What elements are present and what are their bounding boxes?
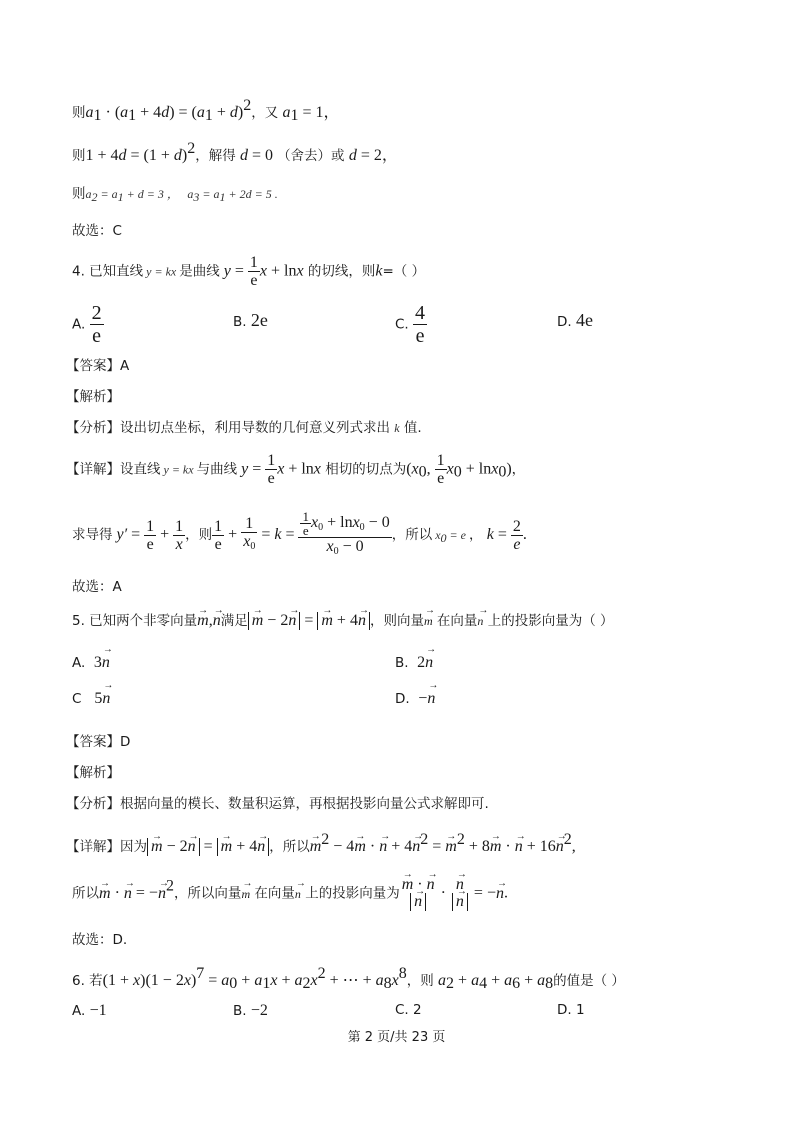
answer-label: 【答案】A <box>66 358 130 374</box>
text: 满足 <box>220 613 248 629</box>
text: 的切线，则 <box>307 263 376 280</box>
option-label: A. <box>72 316 86 333</box>
eq-sign: = <box>178 104 192 121</box>
text: 【详解】设直线 <box>66 461 161 478</box>
option-value: 4e <box>575 310 593 330</box>
option-d: D. −→ n <box>395 690 435 708</box>
text: ， <box>511 461 526 478</box>
text: 【详解】因为 <box>66 839 147 855</box>
text: 6. 若 <box>72 973 103 989</box>
option-b <box>233 1002 268 1020</box>
answer-label: 【答案】D <box>66 734 131 750</box>
option-c: C 5→ n <box>72 690 110 708</box>
page-footer: 第 2 页/共 23 页 <box>347 1030 446 1045</box>
option-label: D. <box>557 314 572 330</box>
text: = 2， <box>356 147 398 164</box>
option-b <box>233 310 268 331</box>
text: 是曲线 <box>179 263 220 280</box>
text: ，所以 <box>269 839 310 855</box>
text: ， <box>468 527 483 543</box>
text: 在向量 <box>254 885 295 902</box>
text: = 5 . <box>251 187 278 201</box>
detail-line-2: 所以→ m · → n = −→ $n^2$，所以向量→ m 在向量→ n 上的投影向量为 → m · → n → n · → n → n = −→ n. <box>72 876 508 911</box>
text: ，则 <box>185 527 213 543</box>
option-value: −2 <box>250 1002 268 1019</box>
option-label: A. <box>72 1003 86 1019</box>
text: 5. 已知两个非零向量 <box>72 613 198 629</box>
text: 【分析】设出切点坐标，利用导数的几何意义列式求出 <box>66 420 390 436</box>
option-value: 2e <box>250 310 268 330</box>
analysis-summary: 【分析】设出切点坐标，利用导数的几何意义列式求出 k 值. <box>66 420 422 436</box>
text: 上的投影向量为（ ） <box>487 613 614 629</box>
text: 则 <box>72 186 86 202</box>
option-label: B. <box>233 314 247 330</box>
question-4-stem: 4. 已知直线 y = kx 是曲线 y = $\frac{1}{e}$ x + lnx 的切线，则k=（ ） <box>72 254 426 289</box>
text: 则 <box>72 148 86 164</box>
option-c: C. $\frac{4}{e}$ <box>395 302 426 347</box>
text: （舍去）或 <box>277 148 345 164</box>
choose-a: 故选：A <box>72 579 122 595</box>
text: 则 <box>72 105 86 121</box>
text: 相切的切点为 <box>325 461 407 478</box>
option-value: −1 <box>89 1002 107 1019</box>
text: ，则 <box>406 973 434 989</box>
option-label: B. <box>395 655 409 671</box>
choose-d: 故选：D. <box>72 932 128 948</box>
text: ，解得 <box>195 148 236 164</box>
text: ，则向量 <box>369 613 424 629</box>
detail-line-2: 求导得 y′ = $\frac{1}{e}$ + $\frac{1}{x}$ ，则 $\frac{1}{e}$ + $\frac{1}{x_0}$ = k = $\frac{1}{e}$ $x_0 + \ln x_0 - 0$ $x_0 - 0$ ，所以 $x_0 = e$ ， k = $\frac{2}{e}$ . <box>72 510 527 560</box>
option-a: A. 3→ n <box>72 654 110 672</box>
question-5-stem: 5. 已知两个非零向量→ m,→ n满足→ m − 2→ n = → m + 4→ n ，则向量→ m 在向量→ n 上的投影向量为（ ） <box>72 611 614 631</box>
text: = 3 ， <box>143 187 179 201</box>
text: ，所以 <box>391 527 433 543</box>
option-label: C <box>72 691 82 707</box>
text: 在向量 <box>436 613 478 629</box>
text: 所以 <box>72 885 99 902</box>
text: 上的投影向量为 <box>305 885 400 902</box>
text: 值. <box>403 420 422 436</box>
text: ，所以向量 <box>173 885 242 902</box>
option-label: A. <box>72 655 86 671</box>
text: 求导得 <box>72 527 113 543</box>
text: 的值是（ ） <box>553 973 625 989</box>
question-6-stem: 6. 若$(1 + x)(1 - 2x)^7 = a_0 + a_1x + a_2x^2$ + ⋯ + $a_8x^8$，则 $a_2 + a_4 + a_6 + a_8$的值是（ ） <box>72 965 625 992</box>
detail-line-1: 【详解】因为→ m − 2→ n = → m + 4→ n ，所以→ $m^2 - 4\to m$ · → $n + 4\to n^2$ = → $m^2 + 8\to m$ · → $n + 16\to n^2$, <box>66 830 576 857</box>
solution-line-2: 则$1 + 4d = (1 + d)^2$，解得 d = 0 （舍去）或 d = 2， <box>72 140 398 164</box>
text: = 0 <box>248 147 278 164</box>
analysis-label: 【解析】 <box>66 389 120 405</box>
option-b: B. 2→ n <box>395 654 433 672</box>
analysis-summary: 【分析】根据向量的模长、数量积运算，再根据投影向量公式求解即可. <box>66 796 489 812</box>
text: = 1， <box>298 104 340 121</box>
text: =（ ） <box>382 263 426 280</box>
option-label: C. <box>395 316 409 333</box>
option-d: D. 1 <box>557 1002 585 1018</box>
solution-line-3: 则$a_2 = a_1 + d = 3$ ， $a_3 = a_1 + 2d = 5$ . <box>72 186 278 204</box>
text: ，又 <box>251 105 279 121</box>
option-a <box>72 1002 107 1020</box>
option-label: B. <box>233 1003 247 1019</box>
detail-line-1: 【详解】设直线 y = kx 与曲线 y = $\frac{1}{e}$ x + lnx 相切的切点为($x_0$, $\frac{1}{e}$ $x_0 + \ln x_0$)， <box>66 452 526 487</box>
option-d <box>557 310 593 331</box>
option-c: C. 2 <box>395 1002 422 1018</box>
solution-line-1: 则$a_1 \cdot (a_1 + 4d) = (a_1 + d)^2$，又 $a_1 = 1$， <box>72 97 340 124</box>
option-label: D. <box>395 691 410 707</box>
text: 4. 已知直线 <box>72 263 144 280</box>
text: 与曲线 <box>196 461 238 478</box>
choose-c: 故选：C <box>72 223 122 239</box>
analysis-label: 【解析】 <box>66 765 120 781</box>
option-a: A. $\frac{2}{e}$ <box>72 302 102 347</box>
